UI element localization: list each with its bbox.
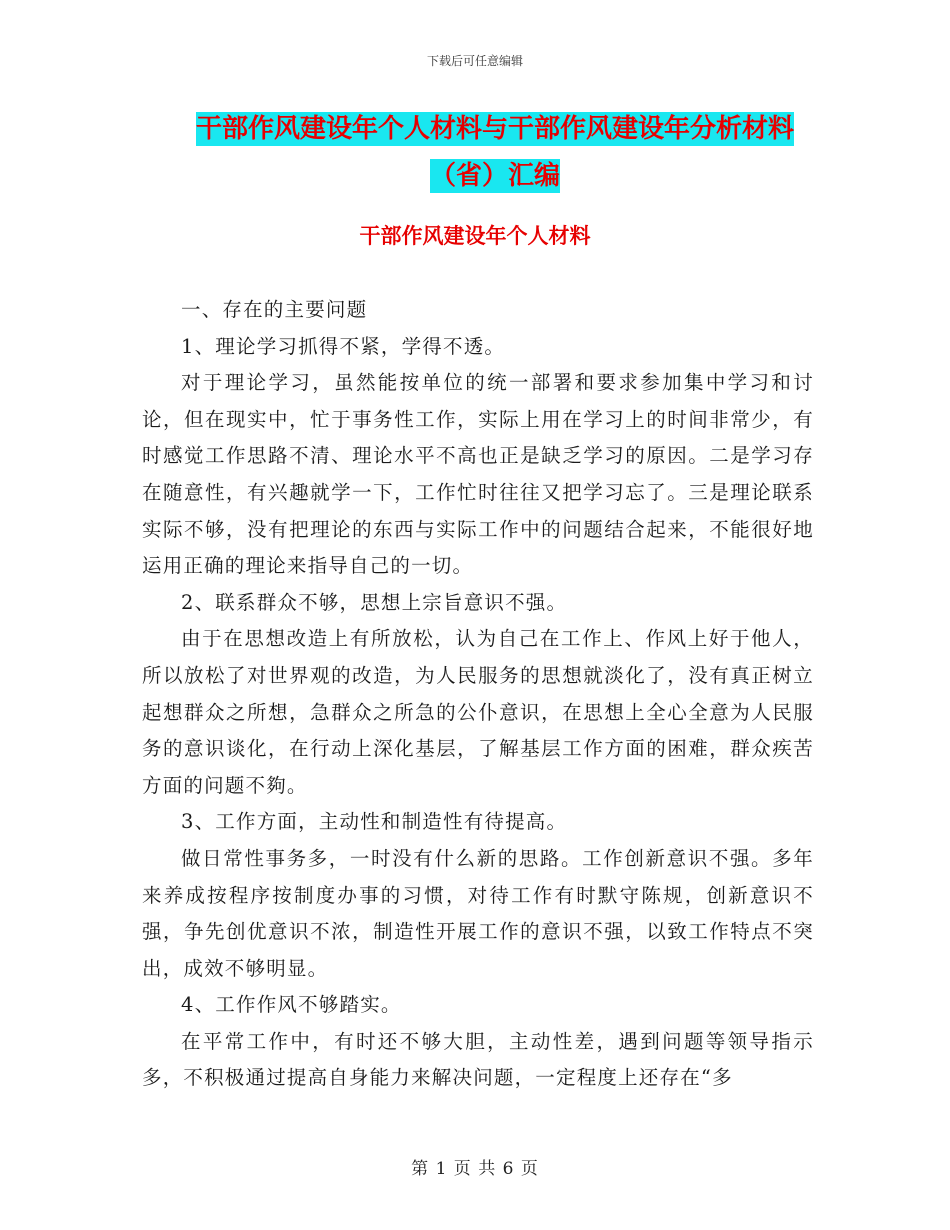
paragraph-body: 由于在思想改造上有所放松，认为自己在工作上、作风上好于他人，所以放松了对世界观的改造，为人民服务的思想就淡化了，没有真正树立起想群众之所想，急群众之所急的公仆意识，在思想上全心全意为人民服务的意识谈化，在行动上深化基层，了解基层工作方面的困难，群众疾苦方面的问题不夠。 bbox=[142, 627, 814, 797]
section-title: 干部作风建设年个人材料 bbox=[359, 224, 591, 248]
paragraph-subheading: 2、联系群众不够，思想上宗旨意识不强。 bbox=[181, 590, 568, 614]
paragraph-subheading: 4、工作作风不够踏实。 bbox=[181, 993, 402, 1017]
document-title-line-2: （省）汇编 bbox=[429, 161, 560, 191]
paragraph-heading: 一、存在的主要问题 bbox=[181, 298, 368, 321]
paragraph-subheading: 1、理论学习抓得不紧，学得不透。 bbox=[181, 334, 506, 358]
document-title bbox=[150, 106, 840, 200]
document-body bbox=[142, 292, 814, 1097]
page-header-note: 下载后可任意编辑 bbox=[426, 54, 523, 68]
paragraph-body: 做日常性事务多，一时没有什么新的思路。工作创新意识不强。多年来养成按程序按制度办事的习惯，对待工作有时默守陈规，创新意识不强，争先创优意识不浓，制造性开展工作的意识不强，以致工作特点不突出，成效不够明显。 bbox=[142, 846, 814, 980]
paragraph-body: 对于理论学习，虽然能按单位的统一部署和要求参加集中学习和讨论，但在现实中，忙于事务性工作，实际上用在学习上的时间非常少，有时感觉工作思路不清、理论水平不高也正是缺乏学习的原因。二是学习存在随意性，有兴趣就学一下，工作忙时往往又把学习忘了。三是理论联系实际不够，没有把理论的东西与实际工作中的问题结合起来，不能很好地运用正确的理论来指导自己的一切。 bbox=[142, 371, 814, 578]
page-number: 第 1 页 共 6 页 bbox=[411, 1159, 539, 1179]
paragraph-subheading: 3、工作方面，主动性和制造性有待提高。 bbox=[181, 810, 568, 834]
document-title-line-1: 干部作风建设年个人材料与干部作风建设年分析材料 bbox=[195, 114, 794, 144]
paragraph-body: 在平常工作中，有时还不够大胆，主动性差，遇到问题等领导指示多，不积极通过提高自身能力来解决问题，一定程度上还存在“多 bbox=[142, 1029, 814, 1090]
